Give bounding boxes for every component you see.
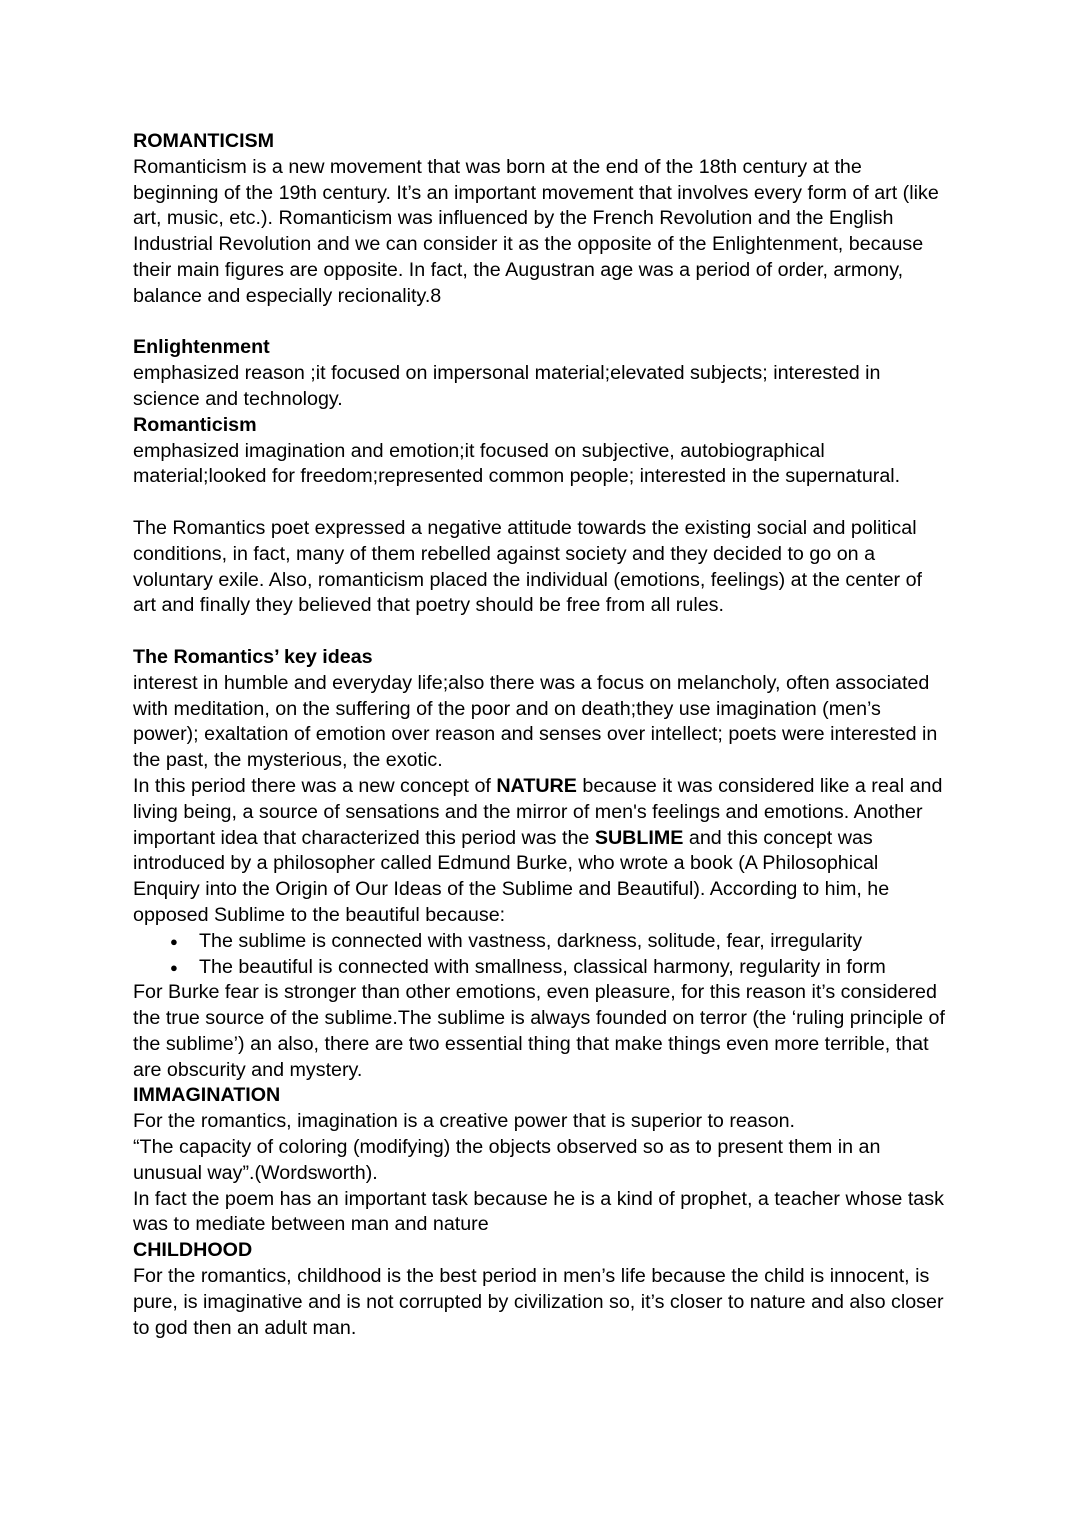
blank-line (133, 310, 947, 336)
section-heading: Enlightenment (133, 336, 270, 359)
section-heading: CHILDHOOD (133, 1239, 253, 1262)
section-heading: ROMANTICISM (133, 130, 275, 152)
blank-line (133, 619, 947, 645)
paragraph: For the romantics, childhood is the best period in men’s life because the child is innocent, is pure, is imaginative and is not corrupted by civilization so, it’s closer to nature and also closer to god then an adult man. (133, 1265, 944, 1339)
paragraph: emphasized imagination and emotion;it focused on subjective, autobiographical material;looked for freedom;represented common people; interested in the supernatural. (133, 439, 901, 488)
bullet-list (133, 929, 947, 981)
paragraph: For the romantics, imagination is a creative power that is superior to reason. (133, 1110, 796, 1133)
paragraph: In fact the poem has an important task because he is a kind of prophet, a teacher whose task was to mediate between man and nature (133, 1187, 944, 1236)
document-body (133, 129, 947, 1341)
bullet-item (133, 929, 947, 955)
section-heading: IMMAGINATION (133, 1084, 281, 1107)
section-heading: The Romantics’ key ideas (133, 645, 373, 668)
bullet-item (133, 955, 947, 981)
paragraph: For Burke fear is stronger than other emotions, even pleasure, for this reason it’s considered the true source of the sublime.The sublime is always founded on terror (the ‘ruling principle of the sublime’) an also, there are two essential thing that make things even more terrible, that are obscurity and mystery. (133, 981, 945, 1081)
paragraph: interest in humble and everyday life;also there was a focus on melancholy, often associated with meditation, on the suffering of the poor and on death;they use imagination (men’s power); exaltation of emotion over reason and senses over intellect; poets were interested in the past, the mysterious, the exotic. (133, 671, 938, 772)
text-run: In this period there was a new concept of (133, 774, 497, 797)
section-heading: Romanticism (133, 413, 257, 436)
bold-text-run: SUBLIME (594, 826, 684, 849)
paragraph (133, 774, 947, 929)
paragraph: Romanticism is a new movement that was born at the end of the 18th century at the beginning of the 19th century. It’s an important movement that involves every form of art (like art, music, etc.). Romanticism was influenced by the French Revolution and the English Industrial Revolution and we can consider it as the opposite of the Enlightenment, because their main figures are opposite. In fact, the Augustran age was a period of order, armony, balance and especially recionality.8 (133, 155, 939, 307)
paragraph: emphasized reason ;it focused on impersonal material;elevated subjects; interested in science and technology. (133, 362, 881, 410)
bullet-icon: ● (170, 959, 178, 975)
text-run: because it was considered like a real and living being, a source of sensations and the mirror of men's feelings and emotions. Another important idea that characterized this period was the (133, 774, 943, 849)
bullet-icon: ● (170, 933, 178, 949)
bullet-text: The sublime is connected with vastness, darkness, solitude, fear, irregularity (199, 929, 863, 952)
bullet-text: The beautiful is connected with smallness, classical harmony, regularity in form (199, 955, 886, 978)
bold-text-run: NATURE (496, 774, 577, 797)
paragraph: “The capacity of coloring (modifying) the objects observed so as to present them in an unusual way”.(Wordsworth). (133, 1136, 881, 1184)
blank-line (133, 490, 947, 516)
paragraph: The Romantics poet expressed a negative attitude towards the existing social and political conditions, in fact, many of them rebelled against society and they decided to go on a voluntary exile. Also, romanticism placed the individual (emotions, feelings) at the center of art and finally they believed that poetry should be free from all rules. (133, 516, 922, 617)
text-run: and this concept was introduced by a philosopher called Edmund Burke, who wrote a book (A Philosophical Enquiry into the Origin of Our Ideas of the Sublime and Beautiful). According to him, he opposed Sublime to the beautiful because: (133, 826, 890, 926)
